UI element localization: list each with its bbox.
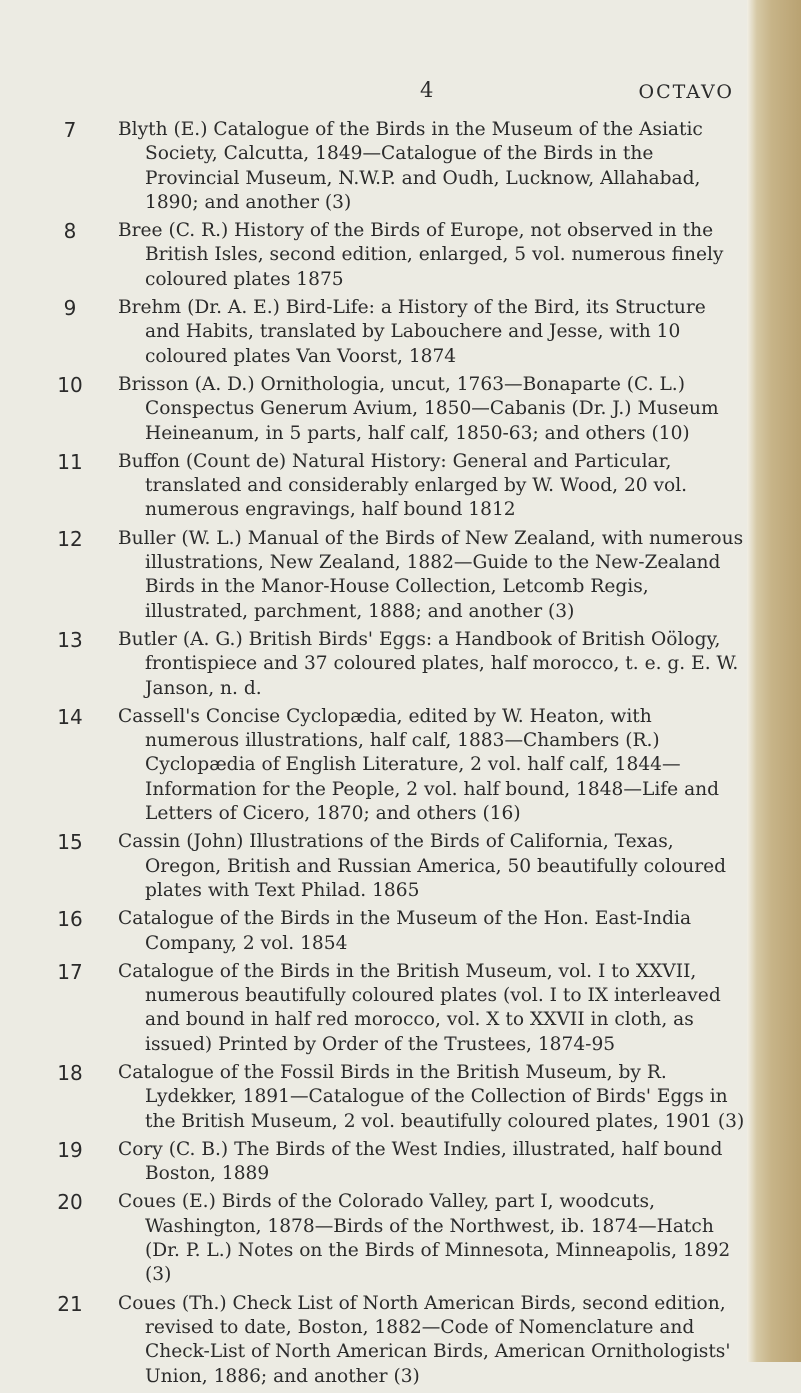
list-item	[0, 219, 746, 292]
entry-text: Coues (E.) Birds of the Colorado Valley, part I, woodcuts, Washington, 1878—Birds of the Northwest, ib. 1874—Hatch (Dr. P. L.) Notes on the Birds of Minnesota, Minneapolis, 1892 (3)	[118, 1191, 731, 1286]
section-title: OCTAVO	[638, 81, 734, 103]
entry-text: Buller (W. L.) Manual of the Birds of New Zealand, with numerous illustrations, New Zealand, 1882—Guide to the New-Zealand Birds in the Manor-House Collection, Letcomb Regis, illustrated, parchment, 1888; and another (3)	[118, 527, 744, 622]
entry-text: Cassell's Concise Cyclopædia, edited by W. Heaton, with numerous illustrations, half calf, 1883—Chambers (R.) Cyclopædia of English Literature, 2 vol. half calf, 1844—Information for the People, 2 vol. half bound, 1848—Life and Letters of Cicero, 1870; and others (16)	[118, 705, 720, 825]
list-item	[0, 118, 746, 215]
lot-number: 19	[57, 1137, 83, 1162]
entry-text: Brisson (A. D.) Ornithologia, uncut, 1763—Bonaparte (C. L.) Conspectus Generum Avium, 1850—Cabanis (Dr. J.) Museum Heineanum, in 5 parts, half calf, 1850-63; and others (10)	[118, 373, 719, 444]
lot-number: 9	[63, 296, 77, 321]
lot-number: 14	[57, 704, 83, 729]
lot-number: 11	[57, 449, 83, 474]
entry-text: Bree (C. R.) History of the Birds of Europe, not observed in the British Isles, second edition, enlarged, 5 vol. numerous finely coloured plates 1875	[118, 220, 724, 290]
list-item	[0, 705, 746, 826]
lot-number: 12	[57, 526, 83, 551]
entry-text: Blyth (E.) Catalogue of the Birds in the Museum of the Asiatic Society, Calcutta, 1849—Catalogue of the Birds in the Provincial Museum, N.W.P. and Oudh, Lucknow, Allahabad, 1890; and another (3)	[118, 119, 703, 213]
entry-text: Catalogue of the Birds in the Museum of the Hon. East-India Company, 2 vol. 1854	[118, 908, 692, 954]
lot-number: 18	[57, 1060, 83, 1085]
entry-text: Cory (C. B.) The Birds of the West Indies, illustrated, half bound Boston, 1889	[118, 1138, 723, 1185]
entry-text: Catalogue of the Fossil Birds in the British Museum, by R. Lydekker, 1891—Catalogue of the Collection of Birds' Eggs in the British Museum, 2 vol. beautifully coloured plates, 1901 (3)	[118, 1061, 745, 1132]
lot-number: 7	[63, 118, 77, 142]
lot-number: 13	[57, 627, 83, 652]
entry-text: Brehm (Dr. A. E.) Bird-Life: a History of the Bird, its Structure and Habits, translated by Labouchere and Jesse, with 10 coloured plates Van Voorst, 1874	[118, 297, 706, 367]
lot-number: 15	[57, 830, 83, 855]
entry-text: Cassin (John) Illustrations of the Birds of California, Texas, Oregon, British and Russian America, 50 beautifully coloured plates with Text Philad. 1865	[118, 831, 727, 901]
list-item	[0, 527, 746, 624]
list-item	[0, 960, 746, 1057]
page-number: 4	[420, 78, 435, 102]
list-item	[0, 830, 746, 903]
list-item	[0, 1061, 746, 1134]
list-item	[0, 1190, 746, 1287]
list-item	[0, 907, 746, 956]
list-item	[0, 296, 746, 369]
list-item	[0, 450, 746, 523]
list-item	[0, 373, 746, 446]
catalogue-entries	[0, 118, 746, 1393]
lot-number: 10	[57, 372, 83, 397]
page-header	[0, 78, 740, 108]
page-edge	[747, 0, 801, 1362]
list-item	[0, 1138, 746, 1187]
entry-text: Catalogue of the Birds in the British Museum, vol. I to XXVII, numerous beautifully coloured plates (vol. I to IX interleaved and bound in half red morocco, vol. X to XXVII in cloth, as issued) Printed by Order of the Trustees, 1874-95	[118, 960, 721, 1055]
entry-text: Butler (A. G.) British Birds' Eggs: a Handbook of British Oölogy, frontispiece and 37 coloured plates, half morocco, t. e. g. E. W. Janson, n. d.	[118, 628, 739, 699]
lot-number: 17	[57, 959, 83, 984]
entry-text: Coues (Th.) Check List of North American Birds, second edition, revised to date, Boston, 1882—Code of Nomenclature and Check-List of North American Birds, American Ornithologists' Union, 1886; and another (3)	[118, 1292, 731, 1387]
list-item	[0, 1292, 746, 1389]
entry-text: Buffon (Count de) Natural History: General and Particular, translated and considerably enlarged by W. Wood, 20 vol. numerous engravings, half bound 1812	[118, 450, 688, 521]
lot-number: 21	[57, 1291, 83, 1316]
lot-number: 16	[57, 907, 83, 932]
lot-number: 20	[57, 1190, 83, 1215]
lot-number: 8	[63, 219, 77, 244]
list-item	[0, 628, 746, 701]
